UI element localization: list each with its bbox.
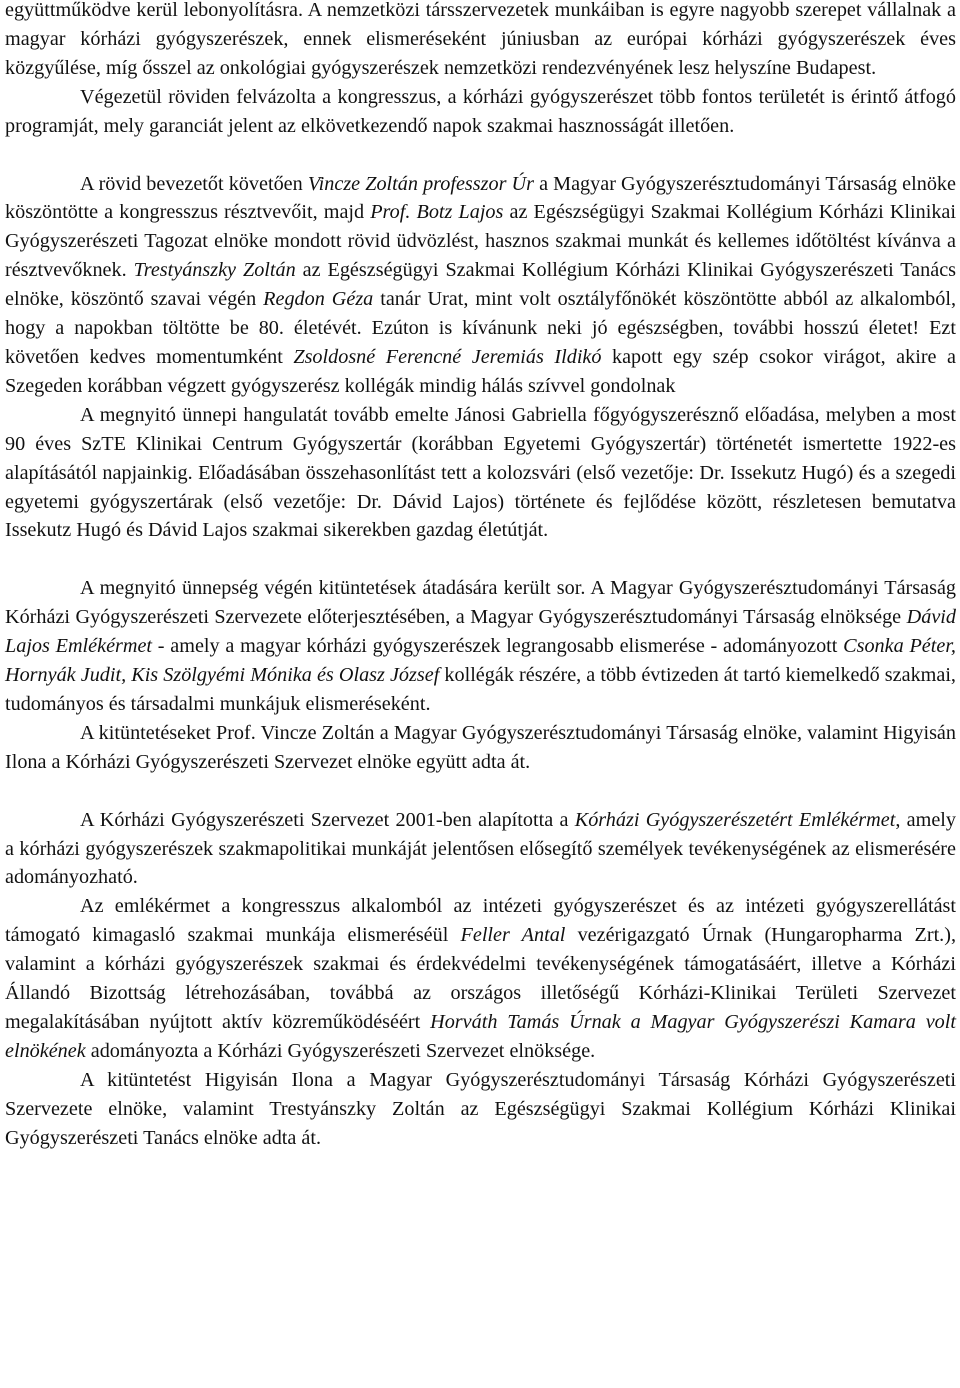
paragraph-p6 xyxy=(5,719,956,777)
paragraph-p4 xyxy=(5,401,956,546)
paragraph-p1 xyxy=(5,0,956,83)
italic-name-text: Kórházi Gyógyszerészetért Emlékérmet xyxy=(574,808,896,831)
paragraph-p3 xyxy=(5,170,956,401)
body-text: Végezetül röviden felvázolta a kongresszus, a kórházi gyógyszerészet több fontos területét is érintő átfogó programját, mely garanciát jelent az elkövetkezendő napok szakmai hasznosságát illetően. xyxy=(5,85,956,137)
body-text: A megnyitó ünnepi hangulatát tovább emelte Jánosi Gabriella főgyógyszerésznő előadása, melyben a most 90 éves SzTE Klinikai Centrum Gyógyszertár (korábban Egyetemi Gyógyszertár) történetét ismertette 1922-es alapításától napjainkig. Előadásában összehasonlítást tett a kolozsvári (első vezetője: Dr. Issekutz Hugó) és a szegedi egyetemi gyógyszertárak (első vezetője: Dr. Dávid Lajos) története és fejlődése között, részletesen bemutatva Issekutz Hugó és Dávid Lajos szakmai sikerekben gazdag életútját. xyxy=(5,403,956,542)
paragraph-gap xyxy=(5,141,956,170)
paragraph-p7 xyxy=(5,806,956,893)
body-text: kollégák részére, a több évtizeden át tartó kiemelkedő szakmai, tudományos és társadalmi munkájuk elismeréseként. xyxy=(5,664,956,715)
body-text: A rövid bevezetőt követően xyxy=(80,172,308,195)
body-text: a Magyar Gyógyszerésztudományi Társaság elnöke köszöntötte a kongresszus résztvevőit, majd xyxy=(5,172,956,224)
body-text: A megnyitó ünnepség végén kitüntetések átadására került sor. A Magyar Gyógyszerésztudományi Társaság Kórházi Gyógyszerészeti Szervezete előterjesztésében, a Magyar Gyógyszerésztudományi Társaság elnöksége xyxy=(5,577,956,629)
italic-name-text: Prof. Botz Lajos xyxy=(370,201,504,224)
italic-name-text: Feller Antal xyxy=(460,924,566,947)
italic-name-text: Trestyánszky Zoltán xyxy=(133,259,296,282)
italic-name-text: Regdon Géza xyxy=(263,288,374,311)
body-text: A Kórházi Gyógyszerészeti Szervezet 2001-ben alapította a xyxy=(80,808,575,831)
italic-name-text: Vincze Zoltán professzor Úr xyxy=(307,172,534,195)
body-text: az Egészségügyi Szakmai Kollégium Kórházi Klinikai Gyógyszerészeti Tanács elnöke, köszöntő szavai végén xyxy=(5,259,957,311)
body-text: A kitüntetéseket Prof. Vincze Zoltán a Magyar Gyógyszerésztudományi Társaság elnöke, valamint Higyisán Ilona a Kórházi Gyógyszerészeti Szervezet elnöke együtt adta át. xyxy=(5,721,956,773)
paragraph-gap xyxy=(5,545,956,574)
body-text: - amely a magyar kórházi gyógyszerészek legrangosabb elismerése - adományozott xyxy=(152,635,844,658)
italic-name-text: Horváth Tamás Úrnak a Magyar Gyógyszerészi Kamara volt elnökének xyxy=(5,1011,956,1062)
italic-name-text: Dávid Lajos Emlékérmet xyxy=(5,606,956,658)
paragraph-p2 xyxy=(5,83,956,141)
paragraph-gap xyxy=(5,777,956,806)
body-text: Az emlékérmet a kongresszus alkalomból az intézeti gyógyszerészet és az intézeti gyógyszerellátást támogató kimagasló szakmai munkája elismeréséül xyxy=(5,895,956,947)
paragraph-p5 xyxy=(5,574,956,719)
body-text: , amely a kórházi gyógyszerészek szakmapolitikai munkáját jelentősen elősegítő személyek tevékenységének az elismerésére adományozható. xyxy=(5,808,956,889)
body-text: adományozta a Kórházi Gyógyszerészeti Szervezet elnöksége. xyxy=(85,1039,596,1062)
body-text: kapott egy szép csokor virágot, akire a Szegeden korábban végzett gyógyszerész kollégák mindig hálás szívvel gondolnak xyxy=(5,345,956,397)
italic-name-text: Zsoldosné Ferencné Jeremiás Ildikó xyxy=(293,345,602,368)
paragraph-p9 xyxy=(5,1066,956,1153)
body-text: A kitüntetést Higyisán Ilona a Magyar Gyógyszerésztudományi Társaság Kórházi Gyógyszerészeti Szervezete elnöke, valamint Trestyánszky Zoltán az Egészségügyi Szakmai Kollégium Kórházi Klinikai Gyógyszerészeti Tanács elnöke adta át. xyxy=(5,1068,956,1149)
italic-name-text: Csonka Péter, Hornyák Judit, Kis Szölgyémi Mónika és Olasz József xyxy=(5,635,956,687)
paragraph-p8 xyxy=(5,892,956,1065)
body-text: tanár Urat, mint volt osztályfőnökét köszöntötte abból az alkalomból, hogy a napokban töltötte be 80. életévét. Ezúton is kívánunk neki jó egészségben, további hosszú életet! Ezt követően kedves momentumként xyxy=(5,288,957,368)
document-body xyxy=(5,0,956,1153)
body-text: együttműködve kerül lebonyolításra. A nemzetközi társszervezetek munkáiban is egyre nagyobb szerepet vállalnak a magyar kórházi gyógyszerészek, ennek elismeréseként júniusban az európai kórházi gyógyszerészek éves közgyűlése, míg ősszel az onkológiai gyógyszerészek nemzetközi rendezvényének lesz helyszíne Budapest. xyxy=(5,0,956,79)
body-text: vezérigazgató Úrnak (Hungaropharma Zrt.), valamint a kórházi gyógyszerészek szakmai és érdekvédelmi tevékenységének támogatásáért, illetve a Kórházi Állandó Bizottság létrehozásában, továbbá az országos illetőségű Kórházi-Klinikai Területi Szervezet megalakításában nyújtott aktív közreműködéséért xyxy=(5,924,956,1033)
body-text: az Egészségügyi Szakmai Kollégium Kórházi Klinikai Gyógyszerészeti Tagozat elnöke mondott rövid üdvözlést, hasznos szakmai munkát és kellemes időtöltést kívánva a résztvevőknek. xyxy=(5,201,956,282)
